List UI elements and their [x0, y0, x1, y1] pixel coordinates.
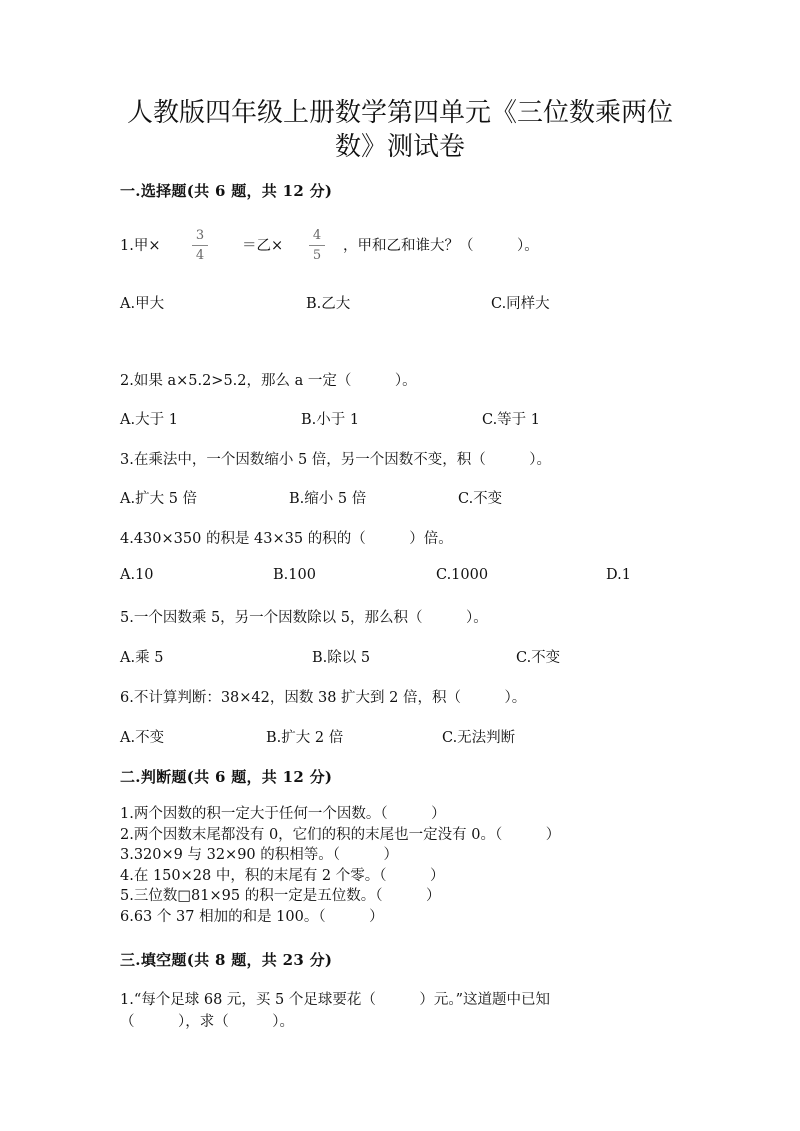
q1-option-a[interactable]: A.甲大 [120, 296, 165, 312]
truefalse-item: 6.63 个 37 相加的和是 100。（ ） [120, 908, 384, 925]
q4-option-a[interactable]: A.10 [120, 567, 154, 583]
truefalse-item: 3.320×9 与 32×90 的积相等。（ ） [120, 847, 399, 863]
truefalse-item: 2.两个因数末尾都没有 0，它们的积的末尾也一定没有 0。（ ） [120, 826, 561, 843]
fraction-numerator: 4 [312, 228, 322, 243]
q2-option-c[interactable]: C.等于 1 [482, 412, 541, 428]
truefalse-item: 4.在 150×28 中，积的末尾有 2 个零。（ ） [120, 867, 445, 884]
fraction-4-5 [309, 228, 325, 263]
truefalse-item: 1.两个因数的积一定大于任何一个因数。（ ） [120, 806, 446, 822]
q6-option-a[interactable]: A.不变 [120, 730, 165, 746]
section-heading-fill: 三.填空题(共 8 题，共 23 分) [120, 951, 333, 969]
page-title-line-2: 数》测试卷 [334, 132, 465, 162]
question-1-part-a: 1.甲× [120, 238, 161, 254]
section-heading-truefalse: 二.判断题(共 6 题，共 12 分) [120, 768, 333, 786]
q3-option-b[interactable]: B.缩小 5 倍 [289, 491, 367, 507]
q2-option-b[interactable]: B.小于 1 [301, 412, 360, 428]
fill-question-1-line-1: 1.“每个足球 68 元，买 5 个足球要花（ ）元。”这道题中已知 [120, 992, 551, 1008]
q4-option-d[interactable]: D.1 [606, 567, 631, 583]
q3-option-a[interactable]: A.扩大 5 倍 [120, 491, 198, 507]
fraction-numerator: 3 [195, 228, 205, 243]
q2-option-a[interactable]: A.大于 1 [120, 412, 178, 428]
q5-option-a[interactable]: A.乘 5 [120, 650, 164, 666]
fill-question-1-line-2: （ ），求（ ）。 [120, 1014, 294, 1030]
page-title-line-1: 人教版四年级上册数学第四单元《三位数乘两位 [126, 98, 673, 128]
q5-option-b[interactable]: B.除以 5 [312, 650, 371, 666]
fraction-3-4 [192, 228, 208, 263]
question-4: 4.430×350 的积是 43×35 的积的（ ）倍。 [120, 531, 453, 547]
q1-option-c[interactable]: C.同样大 [491, 296, 550, 312]
fraction-denominator: 5 [312, 248, 322, 263]
question-2: 2.如果 a×5.2>5.2，那么 a 一定（ ）。 [120, 373, 417, 389]
fraction-bar [192, 245, 208, 246]
question-3: 3.在乘法中，一个因数缩小 5 倍，另一个因数不变，积（ ）。 [120, 452, 552, 468]
question-6: 6.不计算判断：38×42，因数 38 扩大到 2 倍，积（ ）。 [120, 690, 527, 706]
fraction-bar [309, 245, 325, 246]
q6-option-b[interactable]: B.扩大 2 倍 [266, 730, 344, 746]
q6-option-c[interactable]: C.无法判断 [442, 730, 516, 746]
fraction-denominator: 4 [195, 248, 205, 263]
q5-option-c[interactable]: C.不变 [516, 650, 561, 666]
question-5: 5.一个因数乘 5，另一个因数除以 5，那么积（ ）。 [120, 610, 488, 626]
q4-option-c[interactable]: C.1000 [436, 567, 489, 583]
q4-option-b[interactable]: B.100 [273, 567, 316, 583]
section-heading-choice: 一.选择题(共 6 题，共 12 分) [120, 182, 333, 200]
q3-option-c[interactable]: C.不变 [458, 491, 503, 507]
truefalse-item: 5.三位数□81×95 的积一定是五位数。（ ） [120, 888, 441, 904]
question-1-part-c: ，甲和乙和谁大？（ ）。 [343, 238, 539, 254]
question-1-part-b: ＝乙× [242, 238, 284, 254]
truefalse-list [120, 804, 560, 927]
q1-option-b[interactable]: B.乙大 [306, 296, 351, 312]
